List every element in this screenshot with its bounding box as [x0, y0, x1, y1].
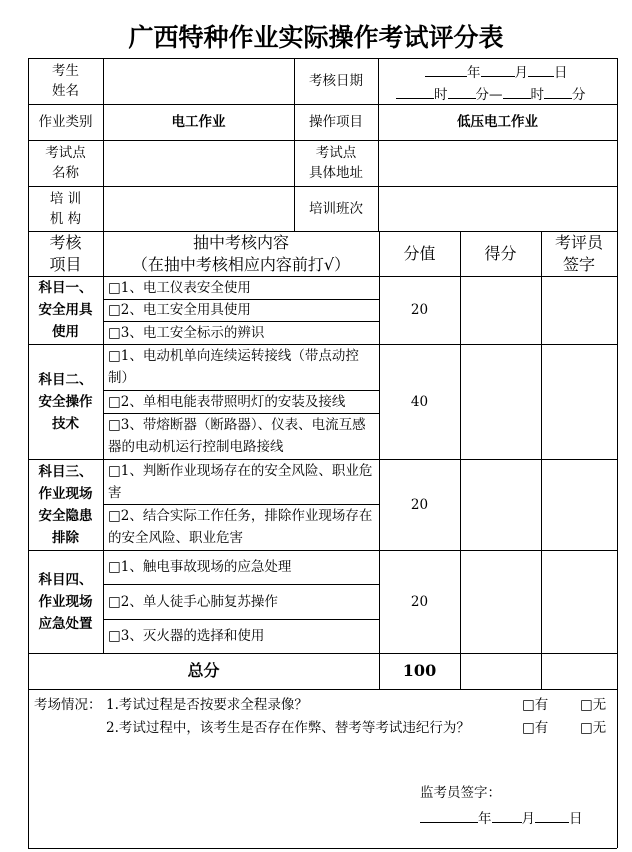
subject-4-item-3[interactable]: □3、灭火器的选择和使用 — [108, 628, 265, 644]
subject-2-item-2[interactable]: □2、单相电能表带照明灯的安装及接线 — [108, 393, 346, 410]
subject-4-name: 科目四、 作业现场 应急处置 — [38, 571, 93, 632]
category-label: 作业类别 — [38, 114, 93, 130]
subject-3-examiner-signature[interactable] — [541, 459, 617, 550]
subject-1-item-1[interactable]: □1、电工仪表安全使用 — [108, 279, 251, 296]
header-item: 考核 项目 — [49, 232, 82, 274]
subject-2-score: 40 — [410, 393, 429, 410]
header-got-score: 得分 — [484, 243, 517, 263]
subject-3-got-score[interactable] — [460, 459, 541, 550]
subject-2-got-score[interactable] — [460, 344, 541, 459]
exam-date-time-line[interactable]: 时 分— 时 分 — [396, 84, 586, 104]
subject-2-name: 科目二、 安全操作 技术 — [38, 371, 93, 432]
training-class-label: 培训班次 — [309, 200, 363, 217]
subject-4-score: 20 — [410, 593, 429, 610]
candidate-name-label: 考生 姓名 — [52, 63, 79, 99]
subject-1-got-score[interactable] — [460, 276, 541, 344]
header-content: 抽中考核内容 （在抽中考核相应内容前打√） — [131, 232, 351, 274]
subject-1-examiner-signature[interactable] — [541, 276, 617, 344]
subject-2-item-3[interactable]: □3、带熔断器（断路器）、仪表、电流互感器的电动机运行控制电路接线 — [108, 417, 366, 455]
total-examiner-signature[interactable] — [541, 653, 617, 689]
training-org-label: 培 训 机 构 — [49, 190, 82, 227]
q1-yes-checkbox[interactable]: □有 — [522, 697, 549, 713]
q2-yes-checkbox[interactable]: □有 — [522, 720, 549, 736]
subject-1-score: 20 — [410, 302, 429, 318]
category-value: 电工作业 — [171, 114, 226, 130]
exam-site-name-label: 考试点 名称 — [45, 145, 86, 181]
training-class-field[interactable] — [378, 186, 617, 231]
total-score: 100 — [402, 661, 437, 680]
subject-4-item-1[interactable]: □1、触电事故现场的应急处理 — [108, 559, 292, 575]
question-1: 1.考试过程是否按要求全程录像？ — [106, 697, 308, 713]
page-title: 广西特种作业实际操作考试评分表 — [128, 23, 504, 52]
subject-1-item-3[interactable]: □3、电工安全标示的辨识 — [108, 324, 265, 341]
project-value: 低压电工作业 — [457, 114, 538, 130]
header-score: 分值 — [403, 243, 436, 263]
subject-4-got-score[interactable] — [460, 550, 541, 653]
subject-3-name: 科目三、 作业现场 安全隐患 排除 — [38, 463, 93, 546]
subject-4-item-2[interactable]: □2、单人徒手心肺复苏操作 — [108, 593, 278, 610]
exam-site-name-field[interactable] — [103, 140, 294, 186]
total-got-score[interactable] — [460, 653, 541, 689]
exam-date-day-line[interactable]: 年 月 日 — [425, 62, 568, 82]
question-2: 2.考试过程中，该考生是否存在作弊、替考等考试违纪行为？ — [106, 720, 470, 736]
candidate-name-field[interactable] — [103, 58, 294, 104]
supervisor-signature-label: 监考员签字： — [420, 785, 501, 801]
exam-date-label: 考核日期 — [309, 73, 363, 89]
supervisor-signature-date[interactable]: 年 月 日 — [420, 808, 583, 828]
q1-no-checkbox[interactable]: □无 — [580, 697, 607, 713]
subject-3-item-2[interactable]: □2、结合实际工作任务，排除作业现场存在的安全风险、职业危害 — [108, 508, 373, 546]
exam-site-address-label: 考试点 具体地址 — [309, 145, 363, 181]
subject-1-name: 科目一、 安全用具 使用 — [38, 280, 93, 340]
exam-site-address-field[interactable] — [378, 140, 617, 186]
project-label: 操作项目 — [309, 114, 363, 130]
q2-no-checkbox[interactable]: □无 — [580, 720, 607, 736]
subject-3-item-1[interactable]: □1、判断作业现场存在的安全风险、职业危害 — [108, 462, 373, 501]
header-examiner-signature: 考评员 签字 — [554, 232, 603, 274]
subject-4-examiner-signature[interactable] — [541, 550, 617, 653]
training-org-field[interactable] — [103, 186, 294, 231]
subject-2-examiner-signature[interactable] — [541, 344, 617, 459]
subject-2-item-1[interactable]: □1、电动机单向连续运转接线（带点动控制） — [108, 348, 359, 386]
total-label: 总分 — [187, 661, 220, 680]
situation-label: 考场情况： — [34, 697, 102, 713]
subject-3-score: 20 — [410, 496, 429, 513]
subject-1-item-2[interactable]: □2、电工安全用具使用 — [108, 302, 251, 318]
